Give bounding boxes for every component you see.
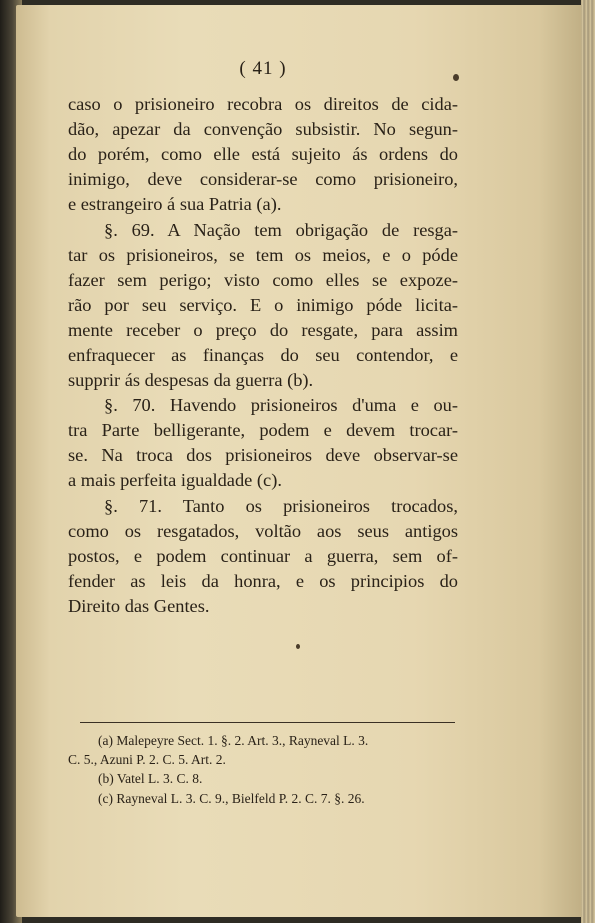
footnote-rule (80, 722, 455, 723)
footnote-c: (c) Rayneval L. 3. C. 9., Bielfeld P. 2. C. 7. §. 26. (98, 791, 365, 806)
body-line: inimigo, deve considerar-se como prisioneiro, (68, 169, 458, 189)
body-line: tra Parte belligerante, podem e devem trocar- (68, 420, 458, 440)
body-line: fender as leis da honra, e os principios do (68, 571, 458, 591)
body-line: §. 69. A Nação tem obrigação de resga- (104, 220, 458, 240)
body-line: a mais perfeita igualdade (c). (68, 470, 282, 490)
body-line: mente receber o preço do resgate, para assim (68, 320, 458, 340)
body-line: fazer sem perigo; visto como elles se expoze- (68, 270, 458, 290)
body-line: como os resgatados, voltão aos seus antigos (68, 521, 458, 541)
body-line: supprir ás despesas da guerra (b). (68, 370, 314, 390)
body-line: e estrangeiro á sua Patria (a). (68, 194, 282, 214)
body-line: postos, e podem continuar a guerra, sem of- (68, 546, 458, 566)
body-line: rão por seu serviço. E o inimigo póde licita- (68, 295, 458, 315)
body-line: tar os prisioneiros, se tem os meios, e o póde (68, 245, 458, 265)
body-line: do porém, como elle está sujeito ás ordens do (68, 144, 458, 164)
page-edges (581, 0, 595, 923)
ink-spot (296, 644, 300, 649)
body-line: §. 70. Havendo prisioneiros d'uma e ou- (104, 395, 458, 415)
footnote-a-continuation: C. 5., Azuni P. 2. C. 5. Art. 2. (68, 752, 226, 767)
footnote-a: (a) Malepeyre Sect. 1. §. 2. Art. 3., Rayneval L. 3. (98, 733, 369, 748)
body-line: se. Na troca dos prisioneiros deve observar-se (68, 445, 458, 465)
body-line: dão, apezar da convenção subsistir. No segun- (68, 119, 458, 139)
footnote-b: (b) Vatel L. 3. C. 8. (98, 771, 203, 786)
body-line: caso o prisioneiro recobra os direitos de cida- (68, 94, 458, 114)
body-line: enfraquecer as finanças do seu contendor, e (68, 345, 458, 365)
body-line: §. 71. Tanto os prisioneiros trocados, (104, 496, 458, 516)
body-line: Direito das Gentes. (68, 596, 210, 616)
page-number: ( 41 ) (239, 58, 287, 79)
